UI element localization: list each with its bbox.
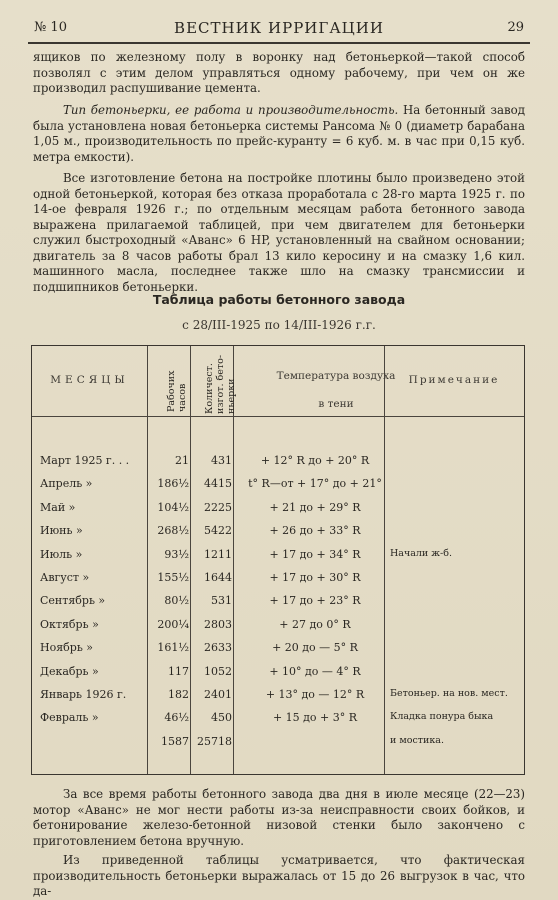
cell-temperature: + 13° до — 12° R — [265, 688, 365, 701]
paragraph-4 — [33, 787, 525, 849]
table-subtitle: с 28/III-1925 по 14/III-1926 г.г. — [182, 318, 376, 332]
header-temperature-line: в тени — [318, 398, 354, 410]
table-title: Таблица работы бетонного завода — [152, 292, 406, 307]
cell-month: Март 1925 г. . . — [40, 454, 130, 467]
concrete-plant-table — [31, 345, 525, 775]
header-quantity — [204, 355, 237, 414]
header-month: МЕСЯЦЫ — [50, 374, 129, 386]
table-row — [32, 618, 524, 640]
table-row — [32, 665, 524, 687]
cell-hours: 46½ — [164, 711, 189, 725]
page-number: 29 — [507, 20, 524, 35]
cell-temperature: + 20 до — 5° R — [272, 641, 358, 655]
cell-month: Октябрь » — [40, 617, 99, 631]
table-row — [32, 594, 524, 616]
cell-note: Начали ж-б. — [390, 547, 452, 559]
journal-title: ВЕСТНИК ИРРИГАЦИИ — [174, 19, 384, 37]
cell-month: Декабрь » — [40, 664, 99, 678]
cell-hours: 80½ — [164, 594, 189, 608]
cell-quantity: 2401 — [204, 688, 232, 701]
paragraph-2 — [33, 103, 525, 165]
header-temperature-line: Температура воздуха — [276, 370, 396, 382]
cell-note: Кладка понура быка — [390, 711, 494, 723]
table-row — [32, 454, 524, 476]
cell-quantity: 5422 — [204, 524, 232, 538]
cell-hours: 21 — [175, 454, 189, 467]
table-row — [32, 641, 524, 663]
paragraph-3 — [33, 171, 525, 295]
cell-hours: 93½ — [164, 547, 189, 561]
cell-hours: 104½ — [157, 500, 189, 514]
paragraph-5 — [33, 853, 525, 900]
table-row — [32, 548, 524, 570]
cell-temperature: t° R—от + 17° до + 21° — [248, 477, 382, 491]
table-row — [32, 711, 524, 733]
header-quantity-line: Количест. — [204, 363, 215, 414]
cell-hours: 268½ — [157, 524, 189, 538]
paragraph-1: ящиков по железному полу в воронку над бетоньеркой—такой способ позволял с этим делом управляться одному рабочему, при чем он же производил распушивание цемента. — [33, 50, 525, 95]
cell-note: Бетоньер. на нов. мест. — [390, 688, 508, 699]
cell-month: Июнь » — [40, 524, 83, 538]
cell-hours: 1587 — [161, 734, 189, 748]
cell-temperature: + 17 до + 30° R — [269, 571, 361, 584]
cell-quantity: 431 — [211, 454, 232, 467]
cell-month: Август » — [40, 571, 90, 584]
cell-month: Июль » — [40, 547, 83, 561]
header-quantity-line: ньерки — [226, 378, 237, 414]
header-quantity-line: изгот. бето- — [215, 354, 226, 414]
cell-temperature: + 15 до + 3° R — [272, 711, 358, 725]
cell-quantity: 25718 — [197, 734, 232, 748]
cell-month: Ноябрь » — [40, 641, 94, 655]
issue-number: № 10 — [34, 20, 67, 35]
table-row — [32, 477, 524, 499]
cell-hours: 155½ — [157, 571, 189, 584]
cell-hours: 117 — [168, 664, 189, 678]
cell-month: Май » — [40, 500, 76, 514]
cell-temperature: + 17 до + 23° R — [269, 594, 361, 608]
page-header — [30, 16, 528, 42]
table-row — [32, 571, 524, 593]
cell-temperature: + 17 до + 34° R — [269, 547, 361, 561]
cell-temperature: + 10° до — 4° R — [269, 664, 361, 678]
header-note: Примечание — [408, 374, 500, 386]
cell-month: Сентябрь » — [40, 594, 106, 608]
cell-hours: 186½ — [157, 477, 189, 491]
cell-quantity: 531 — [211, 594, 232, 608]
cell-quantity: 1052 — [204, 664, 232, 678]
paragraph-2-body: На бетонный завод была установлена новая бетоньерка системы Рансома № 0 (диаметр барабана 1,05 м., производительность по прейс-куранту = 6 куб. м. в час при 0,15 куб. метра емкости). — [33, 103, 525, 164]
cell-month: Апрель » — [40, 477, 93, 491]
paragraph-3-body: Все изготовление бетона на постройке плотины было произведено этой одной бетоньеркой, которая без отказа проработала с 28-го марта 1925 г. по 14-ое февраля 1926 г.; по отдельным месяцам работа бетонного завода выражена прилагаемой таблицей, при чем двигателем для бетоньерки служил быстроходный «Аванс» 6 HP, установленный на свайном основании; двигатель за 8 часов работы брал 13 кило керосину и на смазку 1,6 кил. машинного масла, последнее также шло на смазку трансмиссии и подшипников бетоньерки. — [33, 171, 525, 294]
header-hours-line: часов — [177, 383, 188, 412]
table-row — [32, 501, 524, 523]
header-hours-line: Рабочих — [166, 370, 177, 412]
cell-quantity: 2803 — [204, 617, 232, 631]
cell-quantity: 2225 — [204, 500, 232, 514]
cell-month: Февраль » — [40, 711, 99, 725]
cell-quantity: 4415 — [204, 477, 232, 491]
cell-temperature: + 27 до 0° R — [279, 617, 351, 631]
cell-hours: 200¼ — [157, 617, 189, 631]
table-row — [32, 524, 524, 546]
paragraph-5-body: Из приведенной таблицы усматривается, что фактическая производительность бетоньерки выражалась от 15 до 26 выгрузок в час, что да- — [33, 853, 525, 898]
table-row — [32, 735, 524, 757]
cell-quantity: 450 — [211, 711, 232, 725]
cell-hours: 161½ — [157, 641, 189, 655]
table-row — [32, 688, 524, 710]
cell-month: Январь 1926 г. — [40, 688, 127, 701]
cell-quantity: 1644 — [204, 571, 232, 584]
cell-note: и мостика. — [390, 734, 444, 746]
header-rule — [28, 42, 530, 44]
cell-temperature: + 26 до + 33° R — [269, 524, 361, 538]
cell-quantity: 2633 — [204, 641, 232, 655]
header-hours — [166, 371, 188, 412]
cell-hours: 182 — [168, 688, 189, 701]
header-temperature — [266, 362, 406, 418]
cell-quantity: 1211 — [204, 547, 232, 561]
cell-temperature: + 12° R до + 20° R — [260, 454, 370, 467]
cell-temperature: + 21 до + 29° R — [269, 500, 361, 514]
section-heading: Тип бетоньерки, ее работа и производительность. — [63, 103, 399, 117]
paragraph-4-body: За все время работы бетонного завода два дня в июле месяце (22—23) мотор «Аванс» не мог нести работы из-за неисправности своих бойков, и бетонирование железо-бетонной низовой стенки было закончено с приготовлением бетона вручную. — [33, 787, 525, 848]
